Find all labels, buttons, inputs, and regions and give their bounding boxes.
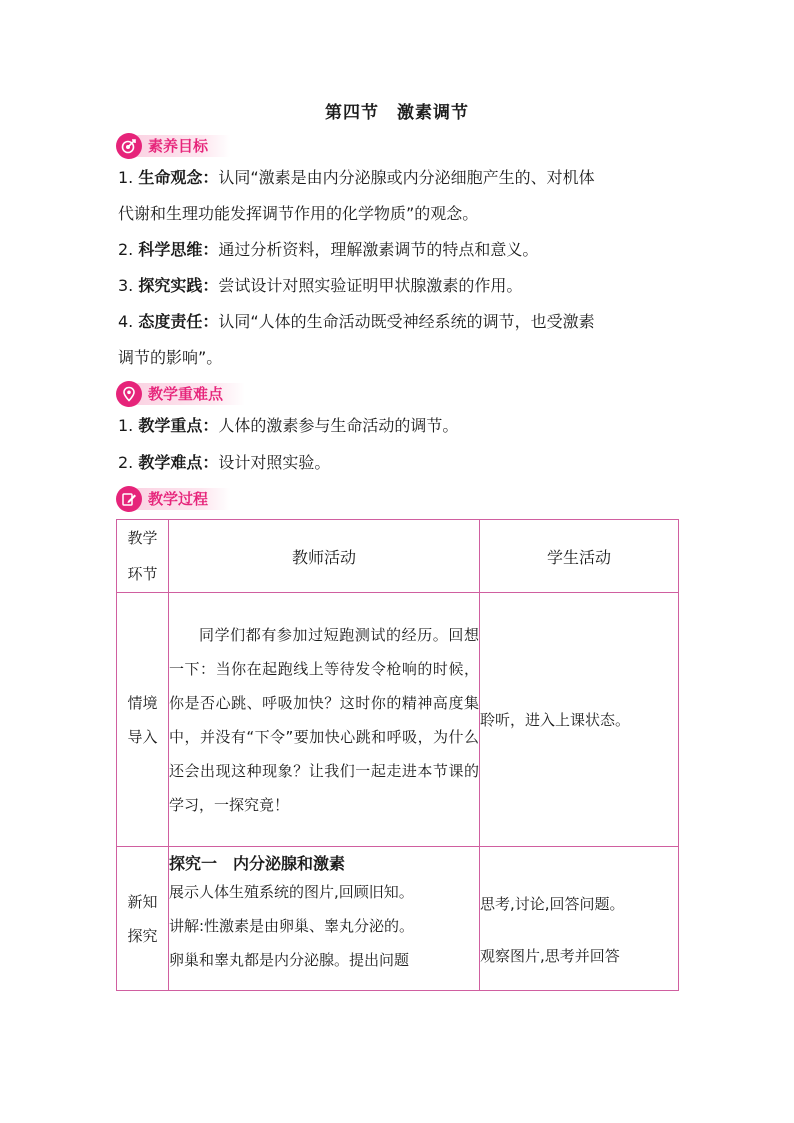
row-stage-line2: 探究: [127, 926, 158, 945]
section-heading-process: 教学过程: [134, 488, 230, 510]
target-icon: [116, 133, 142, 159]
row-stage: [117, 847, 169, 991]
row-student-line2: 观察图片,思考并回答: [480, 947, 620, 965]
row-teacher-line1: 展示人体生殖系统的图片,回顾旧知。: [169, 883, 414, 901]
goal-item-1-cont: 代谢和生理功能发挥调节作用的化学物质”的观念。: [118, 204, 479, 223]
goal-item-1: 1. 生命观念：认同“激素是由内分泌腺或内分泌细胞产生的、对机体: [118, 168, 595, 187]
edit-icon: [116, 486, 142, 512]
goal-item-2: 2. 科学思维：通过分析资料，理解激素调节的特点和意义。: [118, 240, 539, 259]
keypoint-item-1: 1. 教学重点：人体的激素参与生命活动的调节。: [118, 416, 459, 435]
keypoint-item-2: 2. 教学难点：设计对照实验。: [118, 453, 331, 472]
row-stage-line1: 新知: [127, 892, 158, 911]
row-teacher-text: 同学们都有参加过短跑测试的经历。回想一下：当你在起跑线上等待发令枪响的时候，你是否心跳、呼吸加快？这时你的精神高度集中，并没有“下令”要加快心跳和呼吸，为什么还会出现这种现象？让我们一起走进本节课的学习，一探究竟！: [169, 625, 479, 814]
row-teacher: [169, 593, 480, 847]
section-heading-goals: 素养目标: [134, 135, 230, 157]
section-badge-goals: [116, 133, 230, 159]
section-heading-keypoints: 教学重难点: [134, 383, 245, 405]
goal-item-3: 3. 探究实践：尝试设计对照实验证明甲状腺激素的作用。: [118, 276, 523, 295]
header-stage-line1: 教学: [127, 529, 158, 547]
section-badge-process: [116, 486, 230, 512]
goal-item-4: 4. 态度责任：认同“人体的生命活动既受神经系统的调节，也受激素: [118, 312, 595, 331]
row-student-line1: 思考,讨论,回答问题。: [480, 895, 625, 913]
header-teacher: 教师活动: [169, 520, 480, 593]
row-stage-line1: 情境: [127, 693, 158, 712]
section-badge-keypoints: [116, 381, 245, 407]
location-pin-icon: [116, 381, 142, 407]
row-teacher-line2: 讲解:性激素是由卵巢、睾丸分泌的。: [169, 917, 415, 935]
header-stage: [117, 520, 169, 593]
table-row: [117, 593, 679, 847]
header-stage-line2: 环节: [127, 565, 158, 583]
process-table: [116, 519, 679, 991]
goal-item-4-cont: 调节的影响”。: [118, 348, 223, 367]
row-stage: [117, 593, 169, 847]
header-student: 学生活动: [480, 520, 679, 593]
table-header-row: [117, 520, 679, 593]
row-teacher-line3: 卵巢和睾丸都是内分泌腺。提出问题: [169, 951, 410, 969]
row-teacher-heading: 探究一 内分泌腺和激素: [169, 854, 346, 873]
page-title: 第四节 激素调节: [325, 103, 469, 123]
row-student: [480, 847, 679, 991]
table-row: [117, 847, 679, 991]
row-student: 聆听，进入上课状态。: [480, 593, 679, 847]
row-teacher: [169, 847, 480, 991]
row-stage-line2: 导入: [127, 727, 158, 746]
